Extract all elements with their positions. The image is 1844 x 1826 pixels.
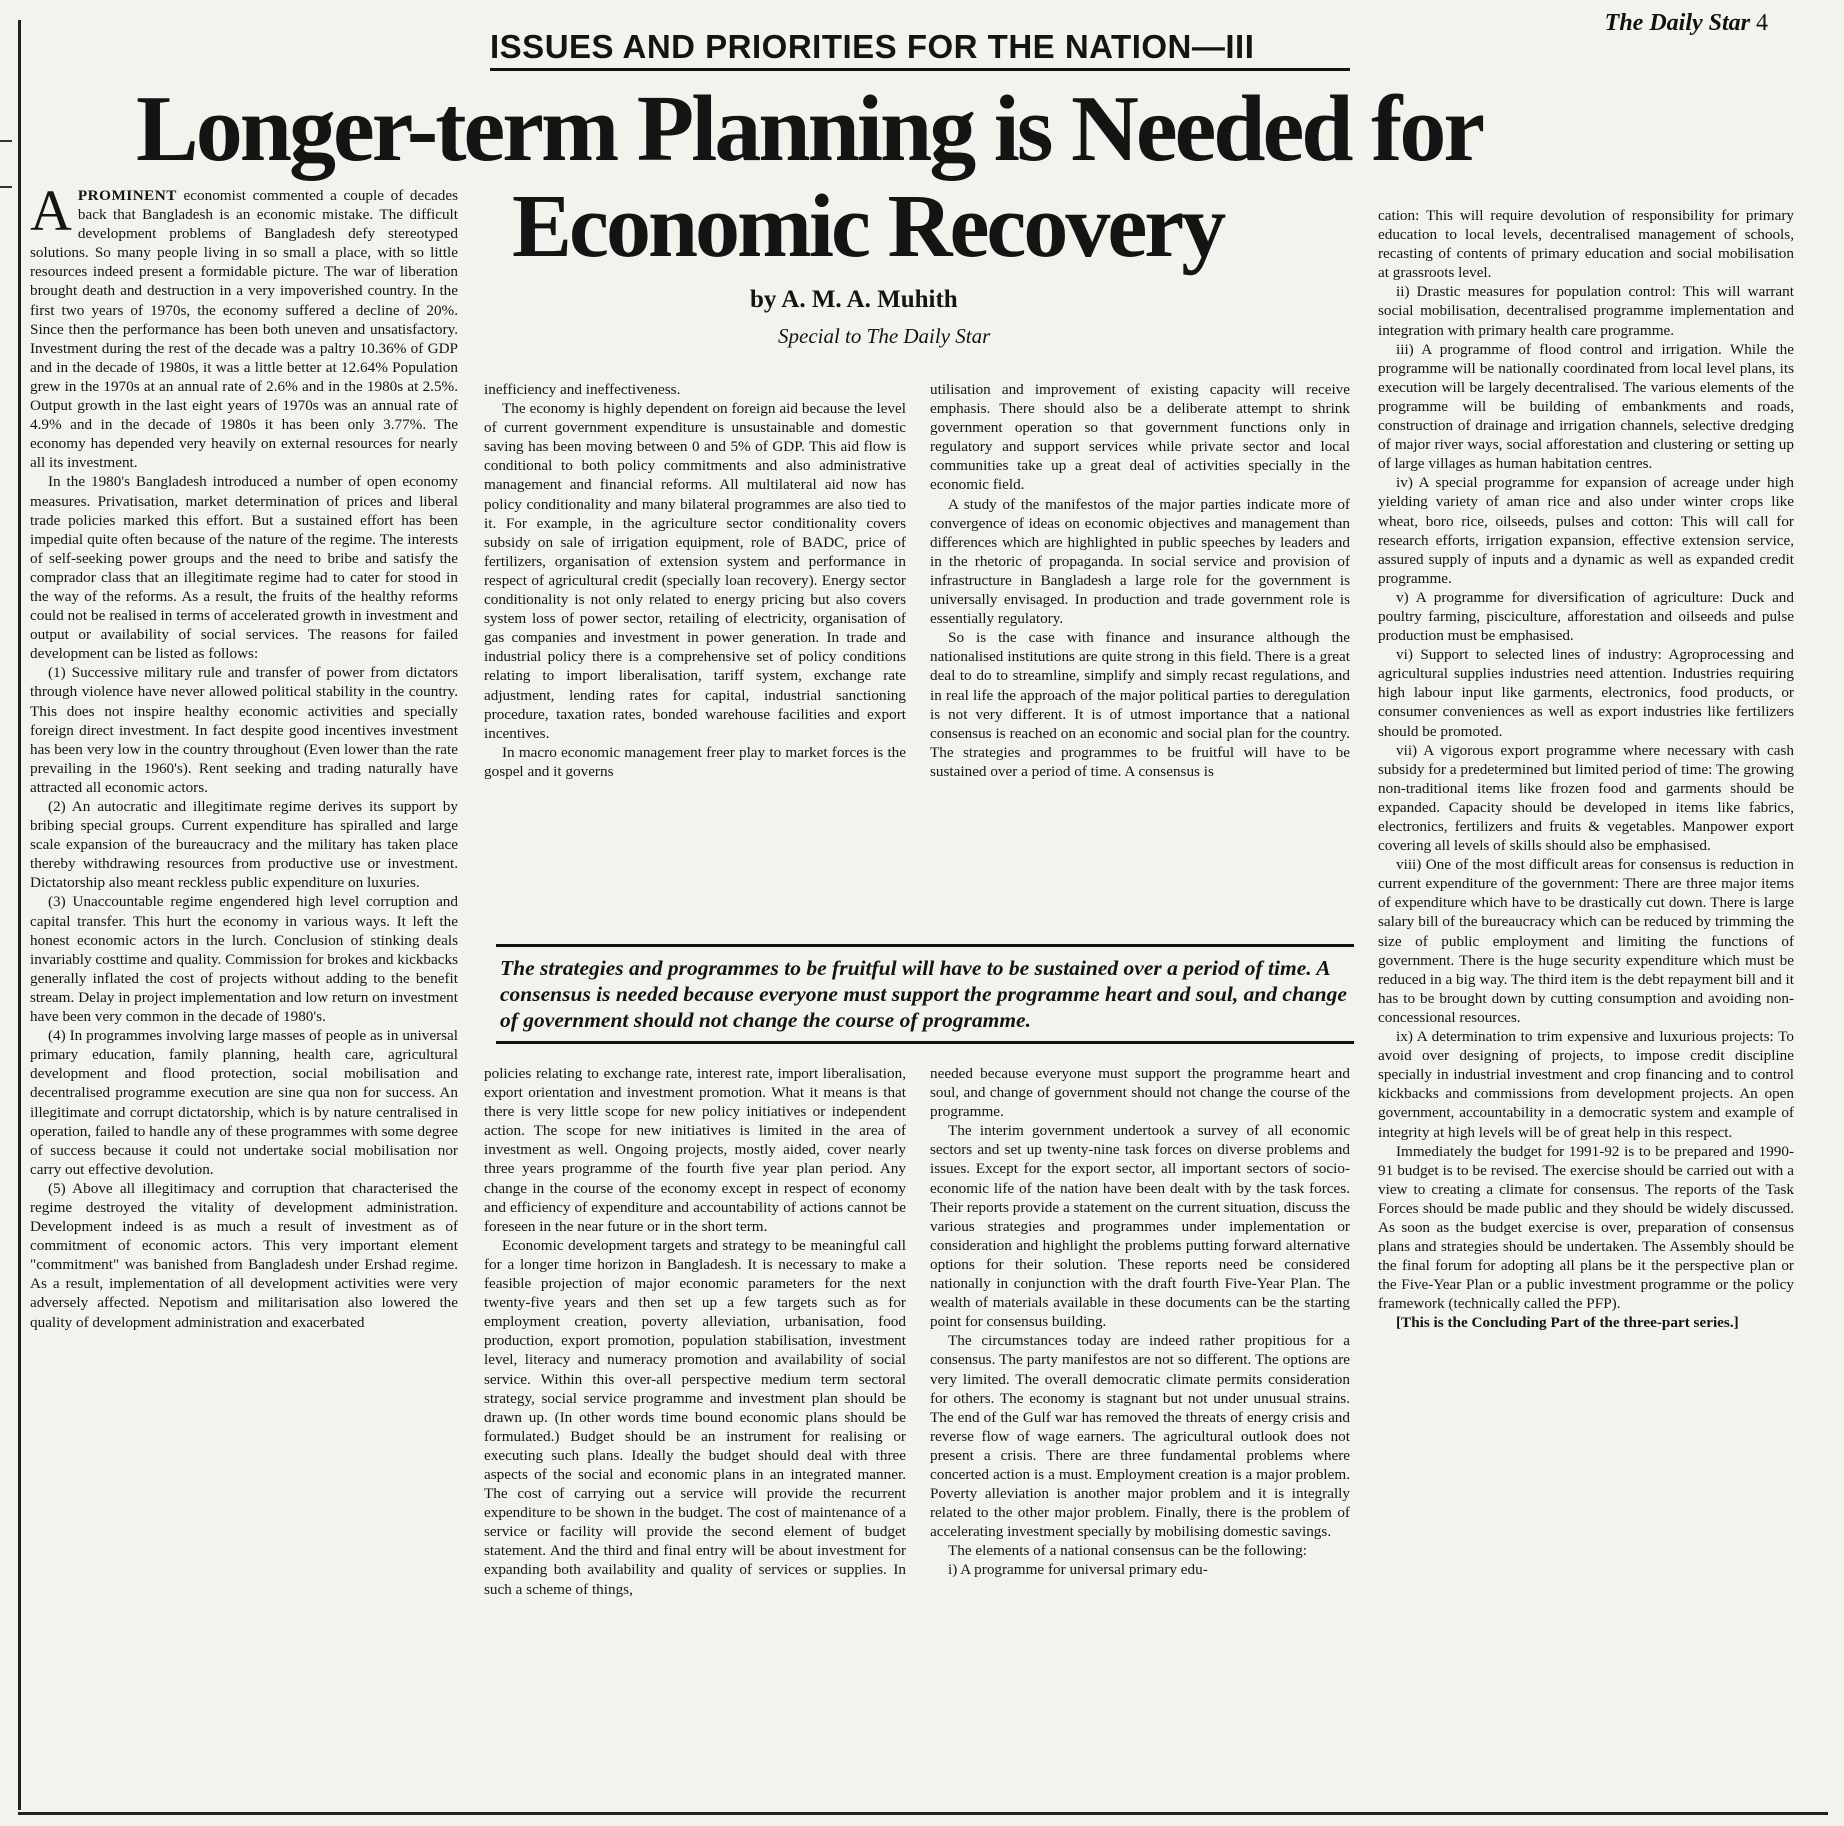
paragraph: inefficiency and ineffectiveness. xyxy=(484,381,681,398)
column-4 xyxy=(1378,206,1794,1810)
column-2-bottom xyxy=(484,1064,906,1810)
paragraph: utilisation and improvement of existing capacity will receive emphasis. There should also be a deliberate attempt to shrink government operation so that government functions only in regulatory and support services while private sector and local communities take up a great deal of activities specially in the economic field. xyxy=(930,381,1350,494)
column-1 xyxy=(30,186,458,1812)
paper-name: The Daily Star xyxy=(1604,10,1750,36)
paragraph: iii) A programme of flood control and irrigation. While the programme will be nationally coordinated from local level plans, its execution will be largely decentralised. The various elements of the programme will be building of embankments and roads, construction of drainage and irrigation channels, selective dredging of major river ways, social afforestation and clustering or setting up of large villages as human habitation centres. xyxy=(1378,340,1794,473)
pull-quote: The strategies and programmes to be fruitful will have to be sustained over a period of time. A consensus is needed because everyone must support the programme heart and soul, and change of government should not change the course of programme. xyxy=(496,944,1354,1044)
paragraph: (2) An autocratic and illegitimate regime derives its support by bribing special groups. Current expenditure has spiralled and large scale expansion of the bureaucracy and the military has taken place thereby withdrawing resources from productive use or investment. Dictatorship also meant reckless public expenditure on luxuries. xyxy=(30,798,458,892)
series-kicker: ISSUES AND PRIORITIES FOR THE NATION—III xyxy=(490,28,1350,71)
paragraph: vii) A vigorous export programme where necessary with cash subsidy for a predetermined but limited period of time: The growing non-traditional items like frozen food and garments should be expanded. Capacity should be developed in items like fabrics, electronics, fertilizers and fruits & vegetables. Manpower export covering all levels of skills should also be emphasised. xyxy=(1378,741,1794,855)
paragraph: The economy is highly dependent on foreign aid because the level of current government expenditure is unsustainable and domestic saving has been moving between 0 and 5% of GDP. This aid flow is conditional to both policy commitments and also administrative management and financial reforms. All multilateral aid now has policy conditionality and many bilateral programmes are also tied to it. For example, in the agriculture sector conditionality covers subsidy on sale of irrigation equipment, role of BADC, price of fertilizers, organisation of extension system and performance in respect of agricultural credit (specially loan recovery). Energy sector conditionality is not only related to energy pricing but also covers system loss of power sector, retailing of electricity, organisation of gas companies and investment in power generation. In trade and industrial policy there is a comprehensive set of policy conditions relating to import liberalisation, tariff system, exchange rate adjustment, lending rates for capital, industrial sanctioning procedure, taxation rates, bonded warehouse facilities and export incentives. xyxy=(484,400,906,742)
lead-caps: PROMINENT xyxy=(77,187,177,204)
page-number: 4 xyxy=(1756,10,1768,36)
drop-cap: A xyxy=(30,186,72,243)
masthead xyxy=(1605,10,1768,37)
column-3-top xyxy=(930,380,1350,920)
paragraph: The elements of a national consensus can be the following: xyxy=(948,1542,1307,1560)
bottom-rule xyxy=(18,1812,1828,1815)
paragraph: needed because everyone must support the programme heart and soul, and change of government should not change the course of the programme. xyxy=(930,1065,1350,1121)
left-column-rule xyxy=(18,20,21,1810)
credit-line: Special to The Daily Star xyxy=(778,324,991,348)
paragraph: Immediately the budget for 1991-92 is to be prepared and 1990-91 budget is to be revised. The exercise should be carried out with a view to creating a climate for consensus. The reports of the Task Forces should be made public and they should be widely discussed. As soon as the budget exercise is over, preparation of consensus plans and strategies should be undertaken. The Assembly should be the final forum for adopting all plans be it the perspective plan or the Five-Year Plan or a public investment programme or the policy framework (technically called the PFP). xyxy=(1378,1142,1794,1313)
headline-line-2: Economic Recovery xyxy=(512,177,1224,276)
paragraph: Economic development targets and strategy to be meaningful call for a longer time horizon in Bangladesh. It is necessary to make a feasible projection of major economic parameters for the next twenty-five years and then set up a few targets such as for employment creation, poverty alleviation, urbanisation, food production, export promotion, population stabilisation, investment level, literacy and numeracy promotion and availability of social service. Within this over-all perspective medium term sectoral strategy, social service programme and investment plan should be drawn up. (In other words time bound economic plans should be formulated.) Budget should be an instrument for realising or executing such plans. Ideally the budget should deal with three aspects of the social and economic plans in an integrated manner. The cost of carrying out a service will provide the recurrent expenditure to be shown in the budget. The cost of maintenance of a service or facility will provide the second element of budget statement. And the third and final entry will be about investment for expanding both availability and quality of services or supplies. In such a scheme of things, xyxy=(484,1236,906,1598)
column-3-bottom xyxy=(930,1064,1350,1810)
paragraph: (4) In programmes involving large masses of people as in universal primary education, family planning, health care, agricultural development and flood protection, social mobilisation and decentralised programme execution are sine qua non for success. An illegitimate and corrupt dictatorship, which is by nature centralised in operation, failed to handle any of these programmes with some degree of success because it could not undertake social mobilisation nor carry out effective devolution. xyxy=(30,1027,458,1178)
lead-paragraph xyxy=(30,186,458,472)
paragraph: policies relating to exchange rate, interest rate, import liberalisation, export orientation and investment promotion. What it means is that there is very little scope for new policy initiatives or independent action. The scope for new initiatives is limited in the area of investment as well. Ongoing projects, mostly aided, cover nearly three years programme of the fourth five year plan period. Any change in the course of the economy except in respect of economy and efficiency of expenditure and accountability of actions cannot be foreseen in the near future or in the short term. xyxy=(484,1065,906,1235)
paragraph: ii) Drastic measures for population control: This will warrant social mobilisation, decentralised programme implementation and integration with primary health care programme. xyxy=(1378,283,1794,339)
headline-line-1: Longer-term Planning is Needed for xyxy=(136,77,1483,181)
paragraph: In macro economic management freer play to market forces is the gospel and it governs xyxy=(484,743,906,780)
paragraph: i) A programme for universal primary edu- xyxy=(948,1561,1208,1579)
paragraph: The circumstances today are indeed rather propitious for a consensus. The party manifestos are not so different. The options are very limited. The overall democratic climate permits consideration for others. The economy is stagnant but not under unusual strains. The end of the Gulf war has removed the threats of energy crisis and reverse flow of wage earners. The agricultural outlook does not present a crisis. There are three fundamental problems where concerted action is a must. Employment creation is a major problem. Poverty alleviation is another major problem and it is integrally related to the other major problem. Finally, there is the problem of accelerating investment specially by mobilising domestic savings. xyxy=(930,1332,1350,1541)
paragraph: So is the case with finance and insurance although the nationalised institutions are quite strong in this field. There is a great deal to do to streamline, simplify and simply recast regulations, and in real life the approach of the major political parties to deregulation is not very different. It is of utmost importance that a national consensus is reached on an economic and social plan for the country. The strategies and programmes to be fruitful will have to be sustained over a period of time. A consensus is xyxy=(930,629,1350,780)
paragraph: In the 1980's Bangladesh introduced a number of open economy measures. Privatisation, market determination of prices and liberal trade policies marked this effort. But a sustained effort has been impedial quite often because of the nature of the regime. The interests of self-seeking power groups and the need to bribe and satisfy the comprador class that an illegitimate regime had to cater for stood in the way of the reforms. As a result, the fruits of the healthy reforms could not be realised in terms of accelerated growth in investment and output or availability of social services. The reasons for failed development can be listed as follows: xyxy=(30,473,458,663)
paragraph: (5) Above all illegitimacy and corruption that characterised the regime destroyed the vitality of development administration. Development indeed is as much a result of investment as of commitment of economic actors. This very important element "commitment" was banished from Bangladesh under Ershad regime. As a result, implementation of all development activities were very adversely affected. Nepotism and militarisation also lowered the quality of development administration and exacerbated xyxy=(30,1179,458,1331)
margin-tick xyxy=(0,186,12,188)
paragraph: cation: This will require devolution of responsibility for primary education to local levels, decentralised management of schools, recasting of contents of primary education and social mobilisation at grassroots level. xyxy=(1378,207,1794,282)
paragraph: viii) One of the most difficult areas for consensus is reduction in current expenditure of the government: There are three major items of expenditure which have to be drastically cut down. There is large salary bill of the bureaucracy which can be reduced by trimming the size of public employment and limiting the functions of government. There is the huge security expenditure which must be reduced in a big way. The third item is the debt repayment bill and it has to be brought down by cutting consumption and avoiding non-concessional resources. xyxy=(1378,856,1794,1026)
margin-tick xyxy=(0,140,12,142)
paragraph: v) A programme for diversification of agriculture: Duck and poultry farming, pisciculture, afforestation and oilseeds and pulse production must be emphasised. xyxy=(1378,588,1794,645)
paragraph: (1) Successive military rule and transfer of power from dictators through violence have never allowed political stability in the country. This does not inspire healthy economic activities and specially foreign direct investment. In fact despite good incentives investment has been very low in the country throughout (Even lower than the rate prevailing in the 1960's). Rent seeking and trading naturally have attracted all economic actors. xyxy=(30,664,458,796)
paragraph: A study of the manifestos of the major parties indicate more of convergence of ideas on economic objectives and management than differences which are highlighted in public speeches by leaders and in the rhetoric of propaganda. In social service and provision of infrastructure in Bangladesh a large role for the government is universally envisaged. In production and trade government role is essentially regulatory. xyxy=(930,495,1350,628)
paragraph: The interim government undertook a survey of all economic sectors and set up twenty-nine task forces on diverse problems and issues. Except for the export sector, all important sectors of socio-economic life of the nation have been dealt with by the task forces. Their reports provide a statement on the current situation, discuss the various strategies and programmes under implementation or consideration and highlight the problems putting forward alternative options for their solution. These reports need be considered nationally in conjunction with the draft fourth Five-Year Plan. The wealth of materials available in these documents can be the starting point for consensus building. xyxy=(930,1122,1350,1331)
lead-text: economist commented a couple of decades back that Bangladesh is an economic mistake. The difficult development problems of Bangladesh defy stereotyped solutions. So many people living in so small a place, with so little resources indeed present a formidable picture. The war of liberation brought death and destruction in a very impoverished country. In the first two years of 1970s, the economy suffered a decline of 20%. Since then the performance has been both uneven and unsatisfactory. Investment during the rest of the decade was a paltry 10.36% of GDP and in the decade of 1980s, it was a little better at 12.64% Population grew in the 1970s at an annual rate of 2.6% and in the 1980s at 2.5%. Output growth in the last eight years of 1970s was an annual rate of 4.9% and in the decade of 1980s it has been only 3.77%. The economy has depended very heavily on external resources for nearly all its investment. xyxy=(30,187,458,472)
paragraph: iv) A special programme for expansion of acreage under high yielding variety of aman rice and also under winter crops like wheat, boro rice, oilseeds, pulses and cotton: This will call for research efforts, irrigation expansion, effective extension service, assured supply of inputs and a dynamic as well as expanded credit programme. xyxy=(1378,474,1794,587)
byline: by A. M. A. Muhith xyxy=(750,286,958,313)
paragraph: vi) Support to selected lines of industry: Agroprocessing and agricultural supplies industries need attention. Industries requiring high labour input like garments, electronics, food products, or consumer conveniences as well as export industries like fertilizers should be promoted. xyxy=(1378,646,1794,740)
paragraph: (3) Unaccountable regime engendered high level corruption and capital transfer. This hurt the economy in various ways. It left the honest economic actors in the lurch. Conclusion of stinking deals invariably costtime and quality. Commission for brokes and kickbacks generally inflated the cost of projects without adding to the benefit stream. Delay in project implementation and low return on investment have been very common in the decade of 1980's. xyxy=(30,893,458,1026)
series-note: [This is the Concluding Part of the three-part series.] xyxy=(1396,1314,1739,1332)
column-2-top xyxy=(484,380,906,920)
paragraph: ix) A determination to trim expensive and luxurious projects: To avoid over designing of projects, to impose credit discipline specially in industrial investment and crop financing and to control kickbacks and commissions from development projects. An open government, accountability in a democratic system and example of integrity at high levels will be of great help in this respect. xyxy=(1378,1028,1794,1141)
